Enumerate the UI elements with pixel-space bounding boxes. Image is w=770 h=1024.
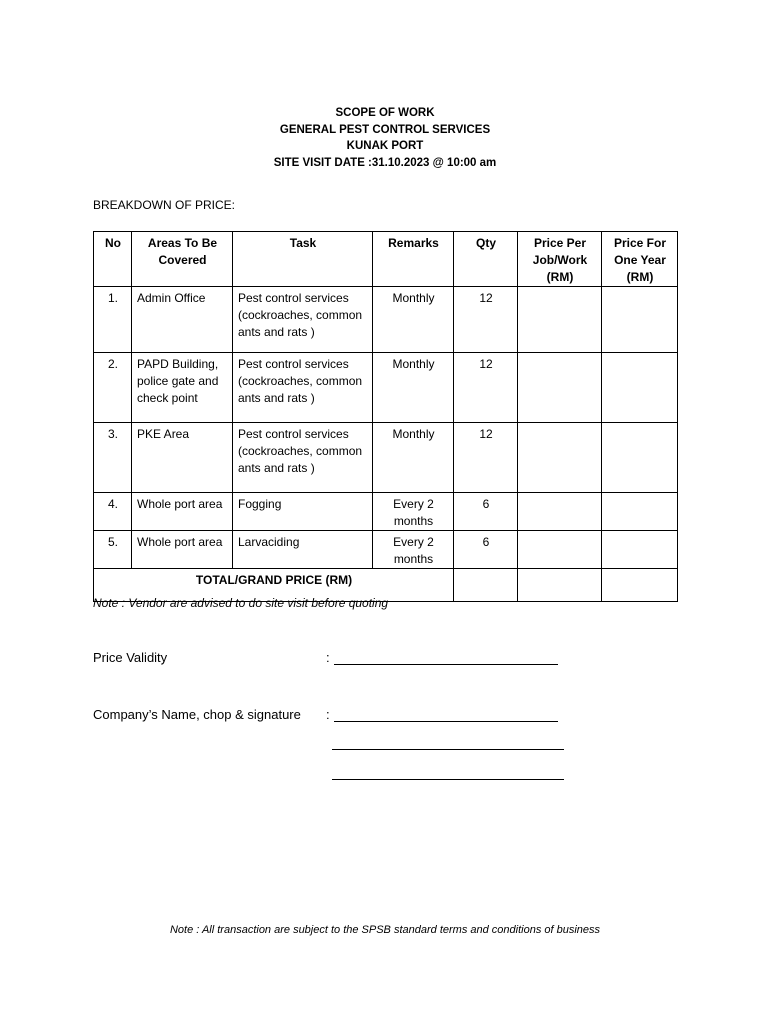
total-qty-cell [454,569,518,602]
company-name-line[interactable] [334,721,558,722]
row-no: 1. [94,287,132,353]
row-qty: 12 [454,287,518,353]
total-label: TOTAL/GRAND PRICE (RM) [94,569,454,602]
row-area: Admin Office [132,287,233,353]
table-row [94,287,678,353]
row-price-one-year-cell [602,493,678,531]
row-remarks: Every 2 months [373,493,454,531]
table-header-row [94,232,678,287]
heading-title: SCOPE OF WORK [335,107,435,119]
header-no: No [94,232,132,287]
header-areas: Areas To Be Covered [132,232,233,287]
table-row [94,493,678,531]
row-remarks: Every 2 months [373,531,454,569]
company-signature-line[interactable] [332,779,564,780]
header-qty: Qty [454,232,518,287]
row-price-per-job-cell [518,423,602,493]
price-table [93,231,678,602]
row-no: 2. [94,353,132,423]
row-task: Pest control services (cockroaches, common ants and rats ) [233,353,373,423]
row-remarks: Monthly [373,287,454,353]
breakdown-label: BREAKDOWN OF PRICE: [93,198,236,212]
row-price-one-year-cell [602,353,678,423]
price-validity-colon: : [326,650,330,665]
total-price-one-year-cell [602,569,678,602]
row-price-per-job-cell [518,531,602,569]
row-task: Fogging [233,493,373,531]
row-no: 5. [94,531,132,569]
header-price-one-year: Price For One Year (RM) [602,232,678,287]
company-chop-line[interactable] [332,749,564,750]
total-price-per-job-cell [518,569,602,602]
row-price-one-year-cell [602,531,678,569]
heading-site-visit-date: SITE VISIT DATE :31.10.2023 @ 10:00 am [273,156,497,169]
row-price-one-year-cell [602,423,678,493]
row-task: Pest control services (cockroaches, common ants and rats ) [233,423,373,493]
row-price-per-job-cell [518,493,602,531]
row-price-per-job-cell [518,353,602,423]
price-validity-label: Price Validity [93,650,168,665]
row-no: 4. [94,493,132,531]
row-task: Larvaciding [233,531,373,569]
table-row [94,353,678,423]
row-remarks: Monthly [373,423,454,493]
document-heading [0,105,770,171]
row-task: Pest control services (cockroaches, common ants and rats ) [233,287,373,353]
row-price-per-job-cell [518,287,602,353]
row-area: Whole port area [132,493,233,531]
row-area: PKE Area [132,423,233,493]
vendor-note: Note : Vendor are advised to do site visit before quoting [93,596,389,610]
footer-note: Note : All transaction are subject to the SPSB standard terms and conditions of business [169,924,601,936]
header-task: Task [233,232,373,287]
heading-service: GENERAL PEST CONTROL SERVICES [279,123,491,136]
header-price-per-job: Price Per Job/Work (RM) [518,232,602,287]
price-validity-line[interactable] [334,664,558,665]
company-signature-label: Company’s Name, chop & signature [93,707,301,722]
row-qty: 12 [454,353,518,423]
table-row [94,423,678,493]
row-qty: 6 [454,531,518,569]
header-remarks: Remarks [373,232,454,287]
row-area: PAPD Building, police gate and check point [132,353,233,423]
row-qty: 6 [454,493,518,531]
row-area: Whole port area [132,531,233,569]
company-signature-colon: : [326,707,330,722]
table-row [94,531,678,569]
row-qty: 12 [454,423,518,493]
heading-location: KUNAK PORT [346,140,424,152]
row-remarks: Monthly [373,353,454,423]
row-price-one-year-cell [602,287,678,353]
row-no: 3. [94,423,132,493]
